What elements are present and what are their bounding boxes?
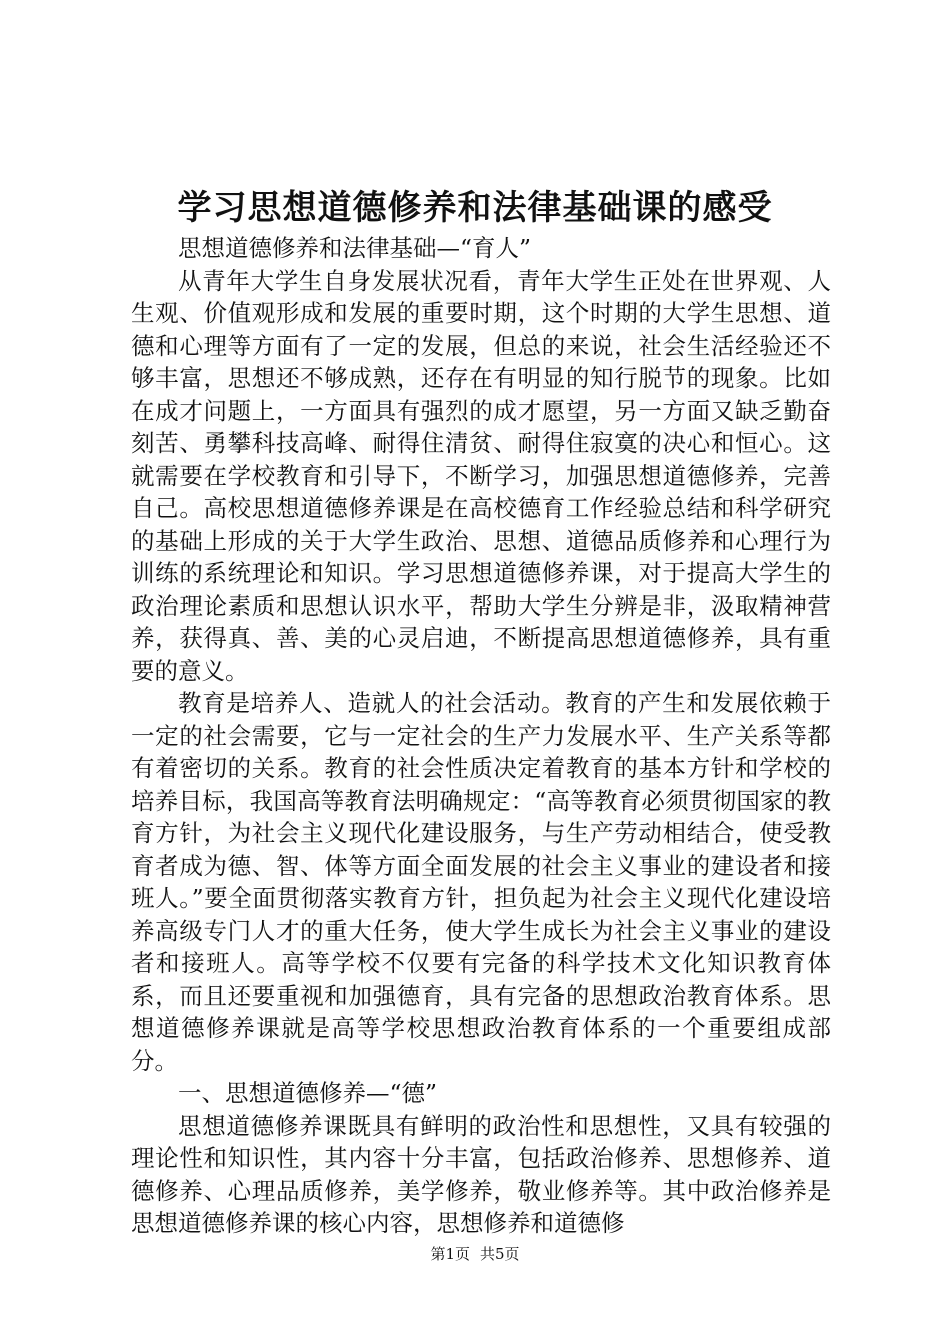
body-paragraph: 思想道德修养课既具有鲜明的政治性和思想性，又具有较强的理论性和知识性，其内容十分丰富，包括政治修养、思想修养、道德修养、心理品质修养，美学修养，敬业修养等。其中政治修养是思想道德修养课的核心内容，思想修养和道德修 — [131, 1111, 831, 1237]
document-title: 学习思想道德修养和法律基础课的感受 — [177, 188, 773, 228]
body-paragraph: 从青年大学生自身发展状况看，青年大学生正处在世界观、人生观、价值观形成和发展的重要时期，这个时期的大学生思想、道德和心理等方面有了一定的发展，但总的来说，社会生活经验还不够丰富，思想还不够成熟，还存在有明显的知行脱节的现象。比如在成才问题上，一方面具有强烈的成才愿望，另一方面又缺乏勤奋刻苦、勇攀科技高峰、耐得住清贫、耐得住寂寞的决心和恒心。这就需要在学校教育和引导下，不断学习，加强思想道德修养，完善自己。高校思想道德修养课是在高校德育工作经验总结和科学研究的基础上形成的关于大学生政治、思想、道德品质修养和心理行为训练的系统理论和知识。学习思想道德修养课，对于提高大学生的政治理论素质和思想认识水平，帮助大学生分辨是非，汲取精神营养，获得真、善、美的心灵启迪，不断提高思想道德修养，具有重要的意义。 — [131, 266, 831, 685]
section-heading: 一、思想道德修养—“德” — [178, 1079, 438, 1107]
page-total: 共5页 — [480, 1245, 520, 1263]
body-paragraph: 教育是培养人、造就人的社会活动。教育的产生和发展依赖于一定的社会需要，它与一定社会的生产力发展水平、生产关系等都有着密切的关系。教育的社会性质决定着教育的基本方针和学校的培养目标，我国高等教育法明确规定：“高等教育必须贯彻国家的教育方针，为社会主义现代化建设服务，与生产劳动相结合，使受教育者成为德、智、体等方面全面发展的社会主义事业的建设者和接班人。”要全面贯彻落实教育方针，担负起为社会主义现代化建设培养高级专门人才的重大任务，使大学生成长为社会主义事业的建设者和接班人。高等学校不仅要有完备的科学技术文化知识教育体系，而且还要重视和加强德育，具有完备的思想政治教育体系。思想道德修养课就是高等学校思想政治教育体系的一个重要组成部分。 — [131, 689, 831, 1075]
subtitle-paragraph: 思想道德修养和法律基础—“育人” — [178, 234, 532, 262]
document-body — [131, 232, 831, 1240]
page-footer — [0, 1244, 950, 1264]
page-number: 第1页 — [430, 1245, 470, 1263]
